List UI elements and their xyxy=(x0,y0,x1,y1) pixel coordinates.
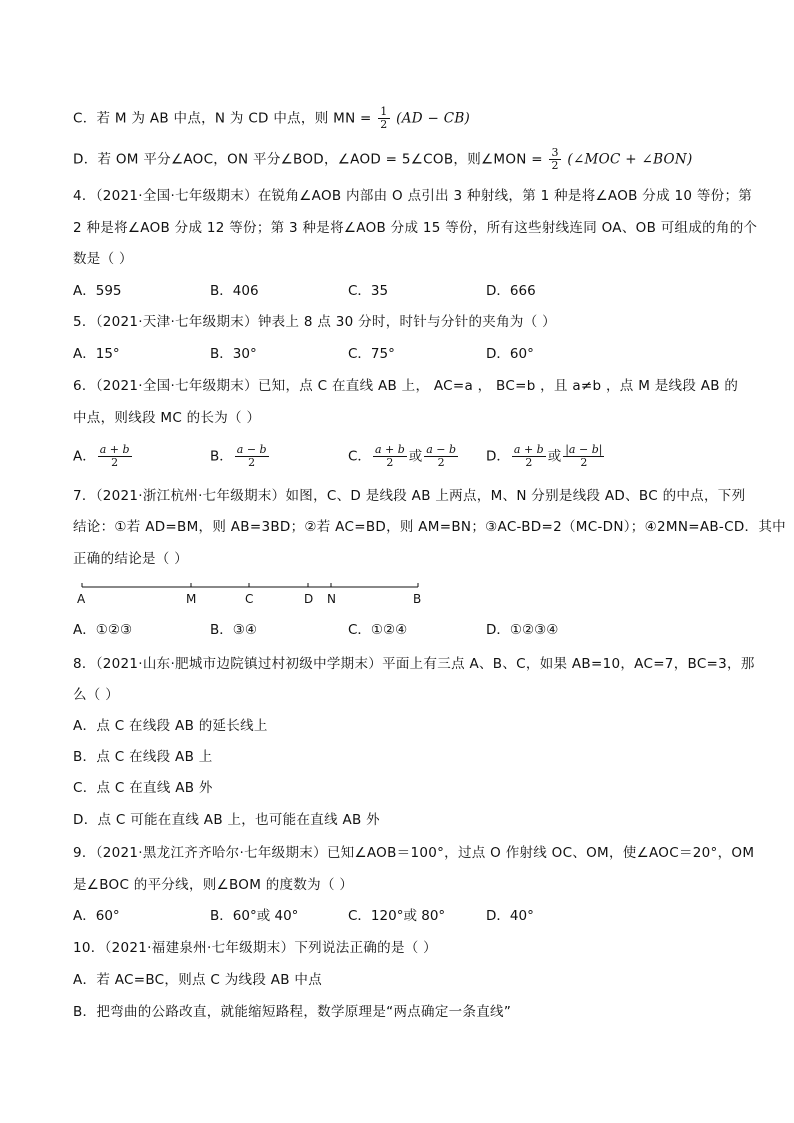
q4-option-b: B．406 xyxy=(210,283,259,299)
fraction-denominator: 2 xyxy=(580,456,588,469)
point-label-b: B xyxy=(413,592,422,606)
fraction-numerator: a − b xyxy=(426,443,457,456)
q7-option-a: A．①②③ xyxy=(73,622,133,638)
q9-stem-line2: 是∠BOC 的平分线，则∠BOM 的度数为（ ） xyxy=(73,877,354,893)
point-label-m: M xyxy=(186,592,197,606)
fraction-numerator: a − b xyxy=(236,443,267,456)
option-label: A． xyxy=(73,448,96,465)
q9-option-c: C．120°或 80° xyxy=(348,908,446,924)
q10-option-a: A．若 AC=BC，则点 C 为线段 AB 中点 xyxy=(73,972,322,988)
q6-option-d xyxy=(486,444,606,469)
q8-option-c: C．点 C 在直线 AB 外 xyxy=(73,780,213,796)
q5-stem: 5．（2021·天津·七年级期末）钟表上 8 点 30 分时，时针与分针的夹角为（ ） xyxy=(73,314,556,330)
or-word: 或 xyxy=(547,448,562,465)
q10-option-b: B．把弯曲的公路改直，就能缩短路程，数学原理是“两点确定一条直线” xyxy=(73,1004,512,1020)
fraction xyxy=(512,444,546,469)
q7-option-c: C．①②④ xyxy=(348,622,408,638)
fraction xyxy=(424,444,458,469)
fraction-denominator: 2 xyxy=(111,456,119,469)
option-label: C． xyxy=(348,448,371,465)
fraction-denominator: 2 xyxy=(437,456,445,469)
q7-option-b: B．③④ xyxy=(210,622,257,638)
fraction xyxy=(373,444,407,469)
fraction-numerator: |a − b| xyxy=(565,443,603,456)
point-label-n: N xyxy=(327,592,336,606)
q3-option-d-text: D．若 OM 平分∠AOC，ON 平分∠BOD，∠AOD = 5∠COB，则∠MON = xyxy=(73,151,543,168)
or-word: 或 xyxy=(408,448,423,465)
q7-stem-line3: 正确的结论是（ ） xyxy=(73,551,188,567)
q9-option-d: D．40° xyxy=(486,908,534,924)
q3-option-d-fraction xyxy=(549,147,560,172)
fraction xyxy=(98,444,132,469)
q8-option-a: A．点 C 在线段 AB 的延长线上 xyxy=(73,718,268,734)
q7-stem-line2: 结论：①若 AD=BM，则 AB=3BD；②若 AC=BD，则 AM=BN；③AC-BD=2（MC-DN）；④2MN=AB-CD．其中 xyxy=(73,519,786,535)
fraction-denominator: 2 xyxy=(551,159,559,172)
fraction-denominator: 2 xyxy=(380,118,388,131)
q5-option-b: B．30° xyxy=(210,346,257,362)
q7-option-d: D．①②③④ xyxy=(486,622,559,638)
q3-option-c xyxy=(73,106,470,131)
q3-option-c-fraction xyxy=(378,106,389,131)
fraction-numerator: a + b xyxy=(513,443,544,456)
q8-option-b: B．点 C 在线段 AB 上 xyxy=(73,749,213,765)
q4-stem-line3: 数是（ ） xyxy=(73,251,133,267)
fraction-numerator: 1 xyxy=(380,105,388,118)
fraction-numerator: a + b xyxy=(374,443,405,456)
q7-stem-line1: 7．（2021·浙江杭州·七年级期末）如图，C、D 是线段 AB 上两点，M、N 分别是线段 AD、BC 的中点，下列 xyxy=(73,488,746,504)
q6-stem-line1: 6．（2021·全国·七年级期末）已知，点 C 在直线 AB 上， AC=a ， BC=b ，且 a≠b ，点 M 是线段 AB 的 xyxy=(73,378,739,394)
q4-stem-line2: 2 种是将∠AOB 分成 12 等份；第 3 种是将∠AOB 分成 15 等份，所有这些射线连同 OA、OB 可组成的角的个 xyxy=(73,220,758,236)
fraction xyxy=(235,444,269,469)
q5-option-d: D．60° xyxy=(486,346,534,362)
q4-option-a: A．595 xyxy=(73,283,122,299)
q4-option-c: C．35 xyxy=(348,283,389,299)
q6-option-c xyxy=(348,444,460,469)
q3-option-c-text: C．若 M 为 AB 中点，N 为 CD 中点，则 MN = xyxy=(73,110,372,127)
q9-option-a: A．60° xyxy=(73,908,120,924)
q8-stem-line2: 么（ ） xyxy=(73,687,119,703)
q3-option-d xyxy=(73,147,693,172)
q9-stem-line1: 9．（2021·黑龙江齐齐哈尔·七年级期末）已知∠AOB＝100°，过点 O 作射线 OC、OM，使∠AOC＝20°，OM xyxy=(73,845,755,861)
q6-option-a xyxy=(73,444,134,469)
q4-option-d: D．666 xyxy=(486,283,536,299)
fraction-numerator: 3 xyxy=(551,146,559,159)
q4-stem-line1: 4．（2021·全国·七年级期末）在锐角∠AOB 内部由 O 点引出 3 种射线，第 1 种是将∠AOB 分成 10 等份；第 xyxy=(73,188,753,204)
q8-option-d: D．点 C 可能在直线 AB 上，也可能在直线 AB 外 xyxy=(73,812,380,828)
option-label: D． xyxy=(486,448,510,465)
point-label-c: C xyxy=(245,592,254,606)
q6-stem-line2: 中点，则线段 MC 的长为（ ） xyxy=(73,410,261,426)
q5-option-c: C．75° xyxy=(348,346,395,362)
fraction-numerator: a + b xyxy=(99,443,130,456)
point-label-a: A xyxy=(77,592,86,606)
point-label-d: D xyxy=(304,592,314,606)
fraction xyxy=(563,444,604,469)
q3-option-c-tail: (AD − CB) xyxy=(396,110,471,127)
q10-stem: 10．（2021·福建泉州·七年级期末）下列说法正确的是（ ） xyxy=(73,940,437,956)
q9-option-b: B．60°或 40° xyxy=(210,908,299,924)
fraction-denominator: 2 xyxy=(525,456,533,469)
q6-option-b xyxy=(210,444,271,469)
q3-option-d-tail: (∠MOC + ∠BON) xyxy=(567,151,693,168)
q5-option-a: A．15° xyxy=(73,346,120,362)
fraction-denominator: 2 xyxy=(248,456,256,469)
fraction-denominator: 2 xyxy=(386,456,394,469)
q8-stem-line1: 8．（2021·山东·肥城市边院镇过村初级中学期末）平面上有三点 A、B、C，如果 AB=10，AC=7，BC=3，那 xyxy=(73,656,755,672)
option-label: B． xyxy=(210,448,233,465)
